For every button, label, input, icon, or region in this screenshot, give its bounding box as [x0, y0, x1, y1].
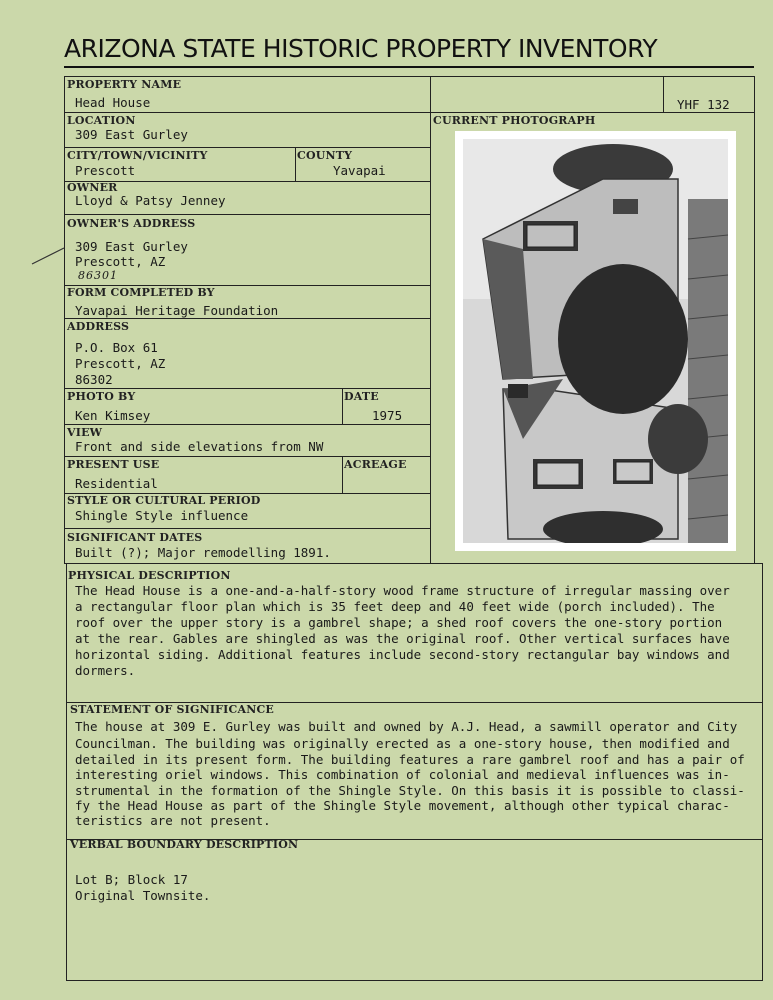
city-label: CITY/TOWN/VICINITY	[67, 149, 208, 162]
significance-line: fy the Head House as part of the Shingle Style movement, although other typical charac-	[75, 798, 730, 813]
rule	[64, 318, 431, 319]
location-label: LOCATION	[67, 114, 136, 127]
form-id: YHF 132	[677, 97, 730, 112]
physical-description-line: horizontal siding. Additional features include second-story rectangular bay windows and	[75, 647, 730, 662]
location-value: 309 East Gurley	[75, 127, 188, 142]
form-id-rule	[430, 112, 755, 113]
city-value: Prescott	[75, 163, 136, 178]
rule	[64, 424, 431, 425]
rule	[64, 528, 431, 529]
property-name-value: Head House	[75, 95, 151, 110]
photo-by-value: Ken Kimsey	[75, 408, 151, 423]
form-id-divider	[663, 76, 664, 112]
boundary-label: VERBAL BOUNDARY DESCRIPTION	[70, 838, 299, 851]
photo-by-label: PHOTO BY	[67, 390, 136, 403]
form-completed-by-label: FORM COMPLETED BY	[67, 286, 215, 299]
significance-line: detailed in its present form. The building features a rare gambrel roof and has a pair of	[75, 752, 745, 767]
owners-address-line2: Prescott, AZ	[75, 254, 166, 269]
divider	[342, 388, 343, 424]
rule	[64, 456, 431, 457]
physical-description-label: PHYSICAL DESCRIPTION	[68, 569, 231, 582]
house-photo	[455, 131, 736, 551]
physical-description-line: dormers.	[75, 663, 136, 678]
present-use-label: PRESENT USE	[67, 458, 160, 471]
rule	[64, 388, 431, 389]
significance-line: strumental in the formation of the Shingle Style. On this basis it is possible to classi-	[75, 783, 745, 798]
acreage-label: ACREAGE	[344, 458, 407, 471]
checkmark-icon	[30, 246, 66, 268]
title-underline	[64, 66, 754, 68]
view-value: Front and side elevations from NW	[75, 439, 324, 454]
county-value: Yavapai	[333, 163, 386, 178]
physical-description-line: roof over the upper story is a gambrel shape; a shed roof covers the one-story portion	[75, 615, 723, 630]
significant-dates-label: SIGNIFICANT DATES	[67, 531, 203, 544]
address-line1: P.O. Box 61	[75, 340, 158, 355]
address-label: ADDRESS	[67, 320, 130, 333]
physical-description-line: at the rear. Gables are shingled as was the original roof. Other vertical surfaces have	[75, 631, 730, 646]
significant-dates-value: Built (?); Major remodelling 1891.	[75, 545, 331, 560]
boundary-line2: Original Townsite.	[75, 888, 211, 903]
present-use-value: Residential	[75, 476, 158, 491]
rule	[64, 112, 431, 113]
house-photo-image	[463, 139, 728, 543]
address-line3: 86302	[75, 372, 113, 387]
handwritten-zip: 86301	[78, 269, 118, 282]
form-completed-by-value: Yavapai Heritage Foundation	[75, 303, 279, 318]
rule	[64, 147, 431, 148]
significance-line: interesting oriel windows. This combination of colonial and medieval influences was in-	[75, 767, 730, 782]
property-name-label: PROPERTY NAME	[67, 78, 182, 91]
physical-description-line: a rectangular floor plan which is 35 feet deep and 40 feet wide (porch included). The	[75, 599, 715, 614]
significance-label: STATEMENT OF SIGNIFICANCE	[70, 703, 275, 716]
rule	[64, 214, 431, 215]
owners-address-line1: 309 East Gurley	[75, 239, 188, 254]
owner-label: OWNER	[67, 181, 118, 194]
significance-line: teristics are not present.	[75, 813, 271, 828]
style-label: STYLE OR CULTURAL PERIOD	[67, 494, 261, 507]
view-label: VIEW	[67, 426, 103, 439]
address-line2: Prescott, AZ	[75, 356, 166, 371]
current-photograph-label: CURRENT PHOTOGRAPH	[433, 114, 596, 127]
form-title: ARIZONA STATE HISTORIC PROPERTY INVENTORY	[64, 34, 658, 63]
boundary-line1: Lot B; Block 17	[75, 872, 188, 887]
county-label: COUNTY	[297, 149, 353, 162]
owners-address-label: OWNER'S ADDRESS	[67, 217, 196, 230]
owner-value: Lloyd & Patsy Jenney	[75, 193, 226, 208]
divider	[342, 456, 343, 493]
significance-line: Councilman. The building was originally erected as a one-story house, then modified and	[75, 736, 730, 751]
divider	[295, 147, 296, 181]
significance-line: The house at 309 E. Gurley was built and owned by A.J. Head, a sawmill operator and City	[75, 719, 738, 734]
physical-description-line: The Head House is a one-and-a-half-story wood frame structure of irregular massing over	[75, 583, 730, 598]
rule	[64, 181, 431, 182]
date-label: DATE	[344, 390, 379, 403]
boundary-frame	[66, 839, 763, 981]
style-value: Shingle Style influence	[75, 508, 249, 523]
date-value: 1975	[372, 408, 403, 423]
